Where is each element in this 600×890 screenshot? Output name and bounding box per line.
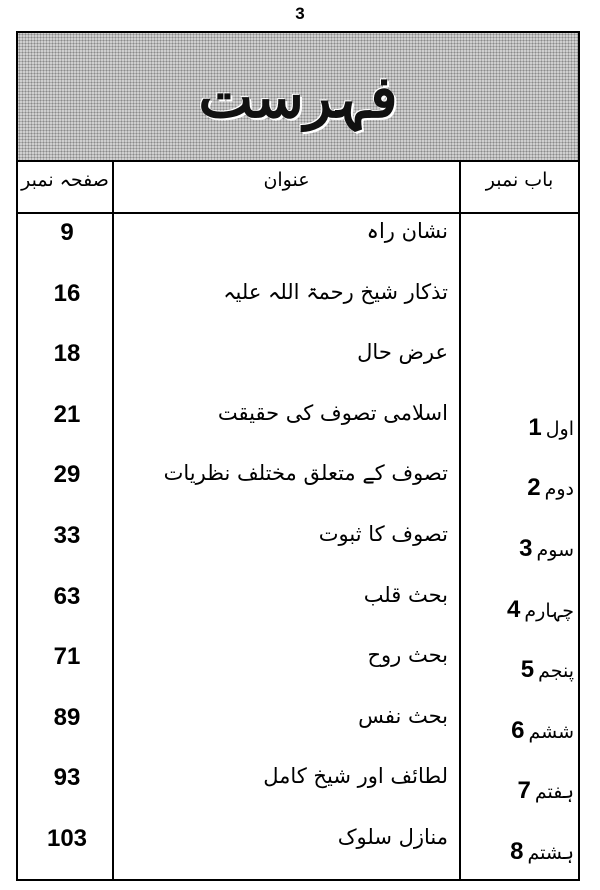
contents-table: [16, 31, 580, 881]
page-number-cell: 103: [46, 825, 88, 852]
chapter-name: ہفتم: [534, 781, 574, 804]
chapter-number: 5: [520, 656, 535, 684]
subject-cell: بحث روح: [367, 643, 448, 668]
subject-cell: بحث نفس: [358, 703, 448, 728]
subject-cell: تصوف کے متعلق مختلف نظریات: [163, 461, 448, 486]
table-row: [18, 764, 578, 822]
chapter-cell: [466, 280, 574, 338]
chapter-name: چہارم: [524, 599, 574, 622]
table-row: [18, 280, 578, 338]
chapter-number: 6: [511, 716, 525, 744]
chapter-number: 2: [527, 474, 541, 502]
chapter-name: دوم: [544, 478, 574, 501]
chapter-number: 1: [528, 413, 542, 441]
table-row: [18, 522, 578, 580]
chapter-cell: [466, 340, 574, 398]
chapter-cell: [466, 764, 574, 822]
subject-cell: تذکار شیخ رحمۃ اللہ علیہ: [223, 279, 448, 304]
chapter-cell: [466, 219, 574, 277]
chapter-name: پنجم: [538, 660, 574, 683]
table-row: [18, 825, 578, 883]
chapter-cell: [466, 583, 574, 641]
chapter-name: اول: [545, 417, 574, 440]
page-number-cell: 9: [60, 219, 74, 246]
header-subject: عنوان: [263, 169, 310, 191]
chapter-number: 4: [507, 595, 521, 623]
chapter-name: سوم: [536, 539, 574, 561]
page-number-cell: 89: [53, 703, 81, 731]
contents-title: فہرست: [198, 62, 398, 131]
header-chapter: باب نمبر: [485, 169, 554, 191]
header-page: صفحہ نمبر: [21, 169, 109, 191]
chapter-cell: [466, 461, 574, 519]
chapter-name: ششم: [528, 720, 574, 743]
subject-cell: عرض حال: [357, 340, 448, 365]
chapter-cell: [466, 643, 574, 701]
chapter-cell: [466, 704, 574, 762]
subject-cell: منازل سلوک: [337, 825, 448, 849]
chapter-number: 3: [519, 535, 533, 562]
chapter-number: 7: [517, 777, 531, 805]
subject-cell: اسلامی تصوف کی حقیقت: [217, 400, 448, 425]
subject-cell: بحث قلب: [363, 582, 448, 607]
page-number-cell: 29: [53, 461, 81, 489]
page-number-cell: 18: [53, 340, 81, 368]
chapter-cell: [466, 825, 574, 883]
title-banner: [18, 33, 578, 162]
page-number-cell: 33: [53, 522, 81, 549]
table-row: [18, 461, 578, 519]
page-number-cell: 16: [53, 279, 81, 307]
subject-cell: نشان راہ: [366, 219, 448, 243]
chapter-number: 8: [510, 838, 524, 865]
table-row: [18, 643, 578, 701]
page-number: 3: [295, 4, 305, 23]
chapter-cell: [466, 401, 574, 459]
table-row: [18, 704, 578, 762]
page-number-cell: 93: [53, 764, 81, 792]
subject-cell: تصوف کا ثبوت: [318, 522, 448, 546]
page-number-cell: 71: [53, 643, 81, 671]
table-row: [18, 583, 578, 641]
chapter-cell: [466, 522, 574, 580]
page-number-cell: 21: [53, 400, 81, 428]
header-divider: [18, 212, 578, 214]
page-number-cell: 63: [53, 582, 81, 610]
table-row: [18, 401, 578, 459]
table-row: [18, 219, 578, 277]
subject-cell: لطائف اور شیخ کامل: [263, 764, 448, 789]
table-row: [18, 340, 578, 398]
chapter-name: ہشتم: [527, 842, 574, 864]
